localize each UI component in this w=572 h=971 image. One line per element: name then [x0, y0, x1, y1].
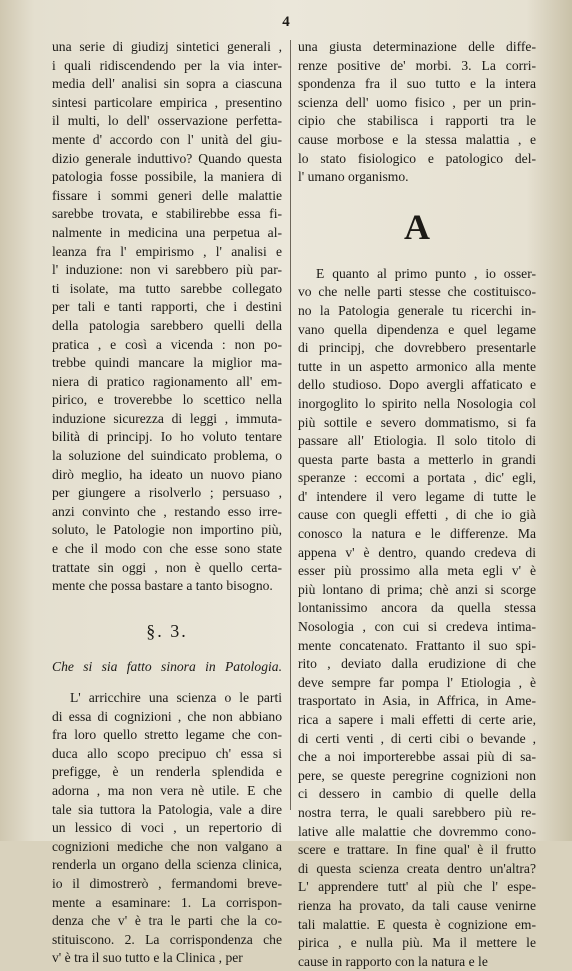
text-line: prefigge, è un renderla splendida e — [52, 764, 282, 780]
text-line: leanza fra l' empirismo , l' analisi e — [52, 243, 282, 259]
column-divider — [290, 40, 291, 810]
text-line: sintesi particolare empirica , presentino — [52, 94, 282, 110]
text-line: il multi, lo dell' osservazione perfetta- — [52, 113, 282, 129]
text-line: di principj, che dovrebbero presentarle — [298, 340, 536, 356]
text-line: renderla un organo della scienza clinica, — [52, 857, 282, 873]
text-line: no la Patologia generale tu ricerchi in- — [298, 302, 536, 318]
text-line: i quali ridiscendendo per la via inter- — [52, 57, 282, 73]
text-line: cognizioni mediche che non valgano a — [52, 838, 282, 854]
text-line: anzi convinto che , restando esso irre- — [52, 503, 282, 519]
text-line: d' intendere il vero legame di tutte le — [298, 488, 536, 504]
text-line: duca allo scopo precipuo ch' essa si — [52, 745, 282, 761]
text-line: renze positive de' morbi. 3. La corri- — [298, 57, 536, 73]
text-line: ti isolate, ma tutto sarebbe collegato — [52, 280, 282, 296]
text-line: dello studioso. Dopo avergli affaticato e — [298, 377, 536, 393]
text-line: io il dimostrerò , fermandomi breve- — [52, 875, 282, 891]
text-line: L' arricchire una scienza o le parti — [70, 690, 282, 705]
text-line: pirica , e nulla più. Ma il mettere le — [298, 935, 536, 951]
text-line: di essa di cognizioni , che non abbiano — [52, 708, 282, 724]
text-line: mente concatenato. Frattanto il suo spi- — [298, 637, 536, 653]
text-line: e che il modo con che esse sono state — [52, 541, 282, 557]
text-line: sarebbe trovata, e stabilirebbe essa fi- — [52, 206, 282, 222]
text-line: deve sempre far pompa l' Etiologia , è — [298, 674, 536, 690]
text-line: una giusta determinazione delle diffe- — [298, 39, 536, 54]
text-line: esser più prossimo alla meta egli v' è — [298, 563, 536, 579]
text-line: di questa scienza creata dentro un'altra? — [298, 860, 536, 876]
text-line: media dell' analisi sin sopra a ciascuna — [52, 76, 282, 92]
text-line: rica a sapere i mali effetti di certe arie, — [298, 712, 536, 727]
text-line: vo che nelle parti stesse che costituisco- — [298, 284, 536, 300]
text-line: per giungere a risolverlo ; persuaso , — [52, 485, 282, 501]
text-line: nalmente in medicina una perpetua al- — [52, 224, 282, 240]
text-line: più sottile e severo dommatismo, si fa — [298, 414, 536, 430]
text-line: mente d' accordo con l' unità del giu- — [52, 131, 282, 147]
text-line: L' apprendere tutt' al più che l' espe- — [298, 879, 536, 895]
text-line: Nosologia , con cui si credeva intima- — [298, 619, 536, 635]
text-line: E quanto al primo punto , io osser- — [316, 265, 536, 281]
text-line: appena v' è dentro, quando credeva di — [298, 544, 536, 560]
text-line: tale sia tuttora la Patologia, vale a dire — [52, 801, 282, 817]
text-line: tutte in un aspetto armonico alla mente — [298, 358, 536, 374]
text-line: cause morbose e la stessa malattia , e — [298, 131, 536, 147]
text-line: trebbe quindi mancare la miglior ma- — [52, 355, 282, 371]
text-line: scienza dell' uomo fisico , per un prin- — [298, 94, 536, 110]
text-line: della patologia sarebbero quelli della — [52, 317, 282, 333]
text-line: tali malattie. E questa è cognizione em- — [298, 916, 536, 932]
text-line: ci dessero in cambio di quelle della — [298, 786, 536, 802]
section-title: Che si sia fatto sinora in Patologia. — [52, 659, 282, 675]
text-line: patologia fosse possibile, la maniera di — [52, 169, 282, 185]
text-line: inorgoglito lo spirito nella Nosologia col — [298, 395, 536, 411]
text-line: un lessico di voci , un repertorio di — [52, 820, 282, 836]
page-number: 4 — [282, 14, 290, 30]
text-line: spondenza fra il suo tutto e la intera — [298, 76, 536, 92]
drop-heading: A — [404, 206, 430, 247]
left-paragraph-2 — [52, 689, 282, 968]
right-paragraph-2 — [298, 265, 536, 971]
text-line: per tali e tanti rapporti, che i destini — [52, 299, 282, 315]
text-line: l' umano organismo. — [298, 169, 409, 185]
text-line: fra loro quello stretto legame che con- — [52, 727, 282, 743]
text-line: lo stato fisiologico e patologico del- — [298, 150, 536, 166]
text-line: una serie di giudizj sintetici generali , — [52, 39, 282, 54]
text-line: lontanissimo ancora da quella stessa — [298, 600, 536, 616]
text-line: fissare i sommi generi delle malattie — [52, 187, 282, 203]
text-line: rienza ha provato, da tali cause venirne — [298, 897, 536, 913]
right-paragraph-1 — [298, 38, 536, 187]
section-mark: §. 3. — [146, 620, 188, 641]
text-line: mente a esaminare: 1. La corrispon- — [52, 894, 282, 910]
text-line: denza che v' è tra le parti che la co- — [52, 913, 282, 929]
text-line: speranze : eccomi a portata , dic' egli, — [298, 470, 536, 486]
text-line: trattate sin oggi , non è quello certa- — [52, 559, 282, 575]
text-line: la soluzione del suindicato problema, o — [52, 448, 282, 464]
text-line: più lontano di prima; chè anzi si scorge — [298, 581, 536, 597]
text-line: cipio che stabilisca i rapporti tra le — [298, 113, 536, 129]
text-line: dirò meglio, ha ideato un nuovo piano — [52, 466, 282, 482]
left-column — [52, 38, 282, 968]
text-line: v' è tra il suo tutto e la Clinica , per — [52, 950, 243, 966]
left-paragraph-1 — [52, 38, 282, 596]
text-line: niera di pratico ragionamento all' em- — [52, 373, 282, 389]
text-line: trasportato in Asia, in Affrica, in Ame- — [298, 693, 536, 709]
text-line: adorna , ma non vera nè utile. E che — [52, 782, 282, 798]
text-line: l' induzione: non vi sarebbero più par- — [52, 262, 282, 278]
text-line: passare all' Etiologia. Il solo titolo di — [298, 433, 536, 449]
text-line: lative alle malattie che dovremmo cono- — [298, 823, 536, 839]
text-line: vano quella dipendenza e quel legame — [298, 321, 536, 337]
text-line: stituiscono. 2. La corrispondenza che — [52, 931, 282, 947]
text-line: bilità di principj. Io ho voluto tentare — [52, 429, 282, 445]
text-line: pratica , e così a vicenda : non po- — [52, 336, 282, 352]
text-line: rito , deviato dalla erudizione di che — [298, 656, 536, 672]
text-line: di certi venti , di certi cibi o bevande , — [298, 730, 536, 746]
text-line: cause in rapporto con la natura e le — [298, 953, 488, 969]
text-line: questa parte basta a metterlo in grandi — [298, 451, 536, 467]
text-line: soluto, le Patologie non importino più, — [52, 522, 282, 538]
text-line: mente che possa bastare a tanto bisogno. — [52, 578, 273, 594]
text-line: pere, se queste peregrine cognizioni non — [298, 767, 536, 783]
text-line: pirico, e troverebbe lo scettico nella — [52, 392, 282, 408]
text-line: scere e trattare. In fine qual' è il frutto — [298, 842, 536, 858]
right-column — [298, 38, 536, 971]
text-line: cause con quegli effetti , di che io già — [298, 507, 536, 523]
text-line: conosco la natura e le differenze. Ma — [298, 526, 536, 542]
text-line: induzione sicurezza di leggi , immuta- — [52, 410, 282, 426]
text-line: che a noi importerebbe assai più di sa- — [298, 749, 536, 765]
text-line: nostra terra, le quali sarebbero più re- — [298, 804, 536, 820]
text-line: dizio generale induttivo? Quando questa — [52, 150, 282, 166]
